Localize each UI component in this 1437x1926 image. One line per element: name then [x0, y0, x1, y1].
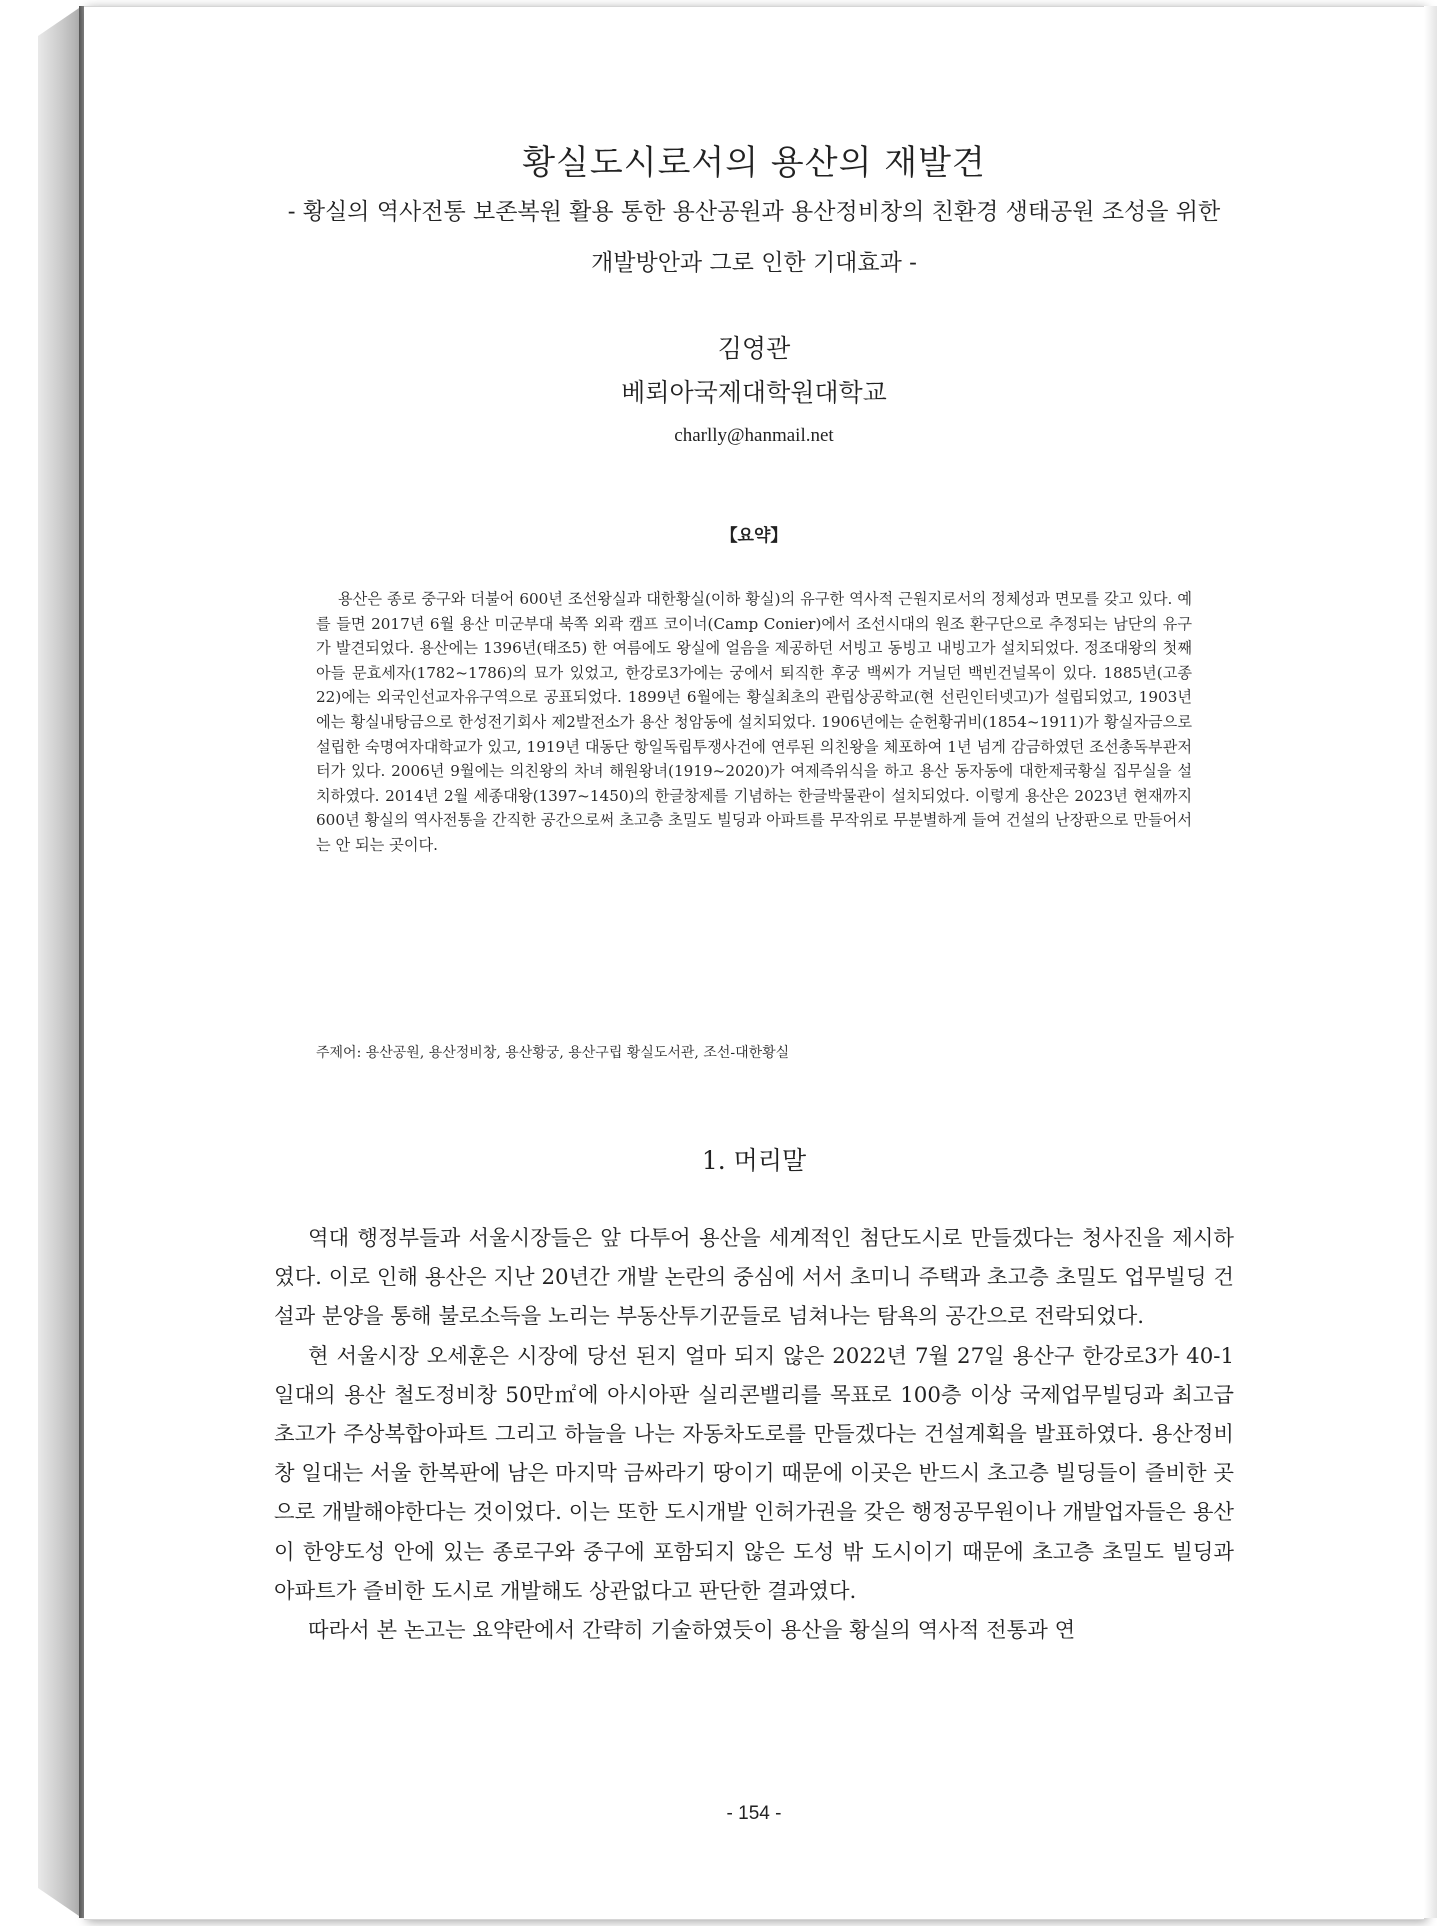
body-paragraph: 현 서울시장 오세훈은 시장에 당선 된지 얼마 되지 않은 2022년 7월 27일 용산구 한강로3가 40-1일대의 용산 철도정비창 50만㎡에 아시아판 실리콘밸리를 목표로 100층 이상 국제업무빌딩과 최고급 초고가 주상복합아파트 그리고 하늘을 나는 자동차도로를 만들겠다는 건설계획을 발표하였다. 용산정비창 일대는 서울 한복판에 남은 마지막 금싸라기 땅이기 때문에 이곳은 반드시 초고층 빌딩들이 즐비한 곳으로 개발해야한다는 것이었다. 이는 또한 도시개발 인허가권을 갖은 행정공무원이나 개발업자들은 용산이 한양도성 안에 있는 종로구와 중구에 포함되지 않은 도성 밖 도시이기 때문에 초고층 초밀도 빌딩과 아파트가 즐비한 도시로 개발해도 상관없다고 판단한 결과였다. — [274, 1343, 1234, 1604]
body-text — [274, 1219, 1234, 1650]
body-paragraph: 역대 행정부들과 서울시장들은 앞 다투어 용산을 세계적인 첨단도시로 만들겠다는 청사진을 제시하였다. 이로 인해 용산은 지난 20년간 개발 논란의 중심에 서서 초미니 주택과 초고층 초밀도 업무빌딩 건설과 분양을 통해 불로소득을 노리는 부동산투기꾼들로 넘쳐나는 탐욕의 공간으로 전락되었다. — [274, 1226, 1234, 1330]
abstract-text: 용산은 종로 중구와 더불어 600년 조선왕실과 대한황실(이하 황실)의 유구한 역사적 근원지로서의 정체성과 면모를 갖고 있다. 예를 들면 2017년 6월 용산 미군부대 북쪽 외곽 캠프 코이너(Camp Conier)에서 조선시대의 원조 환구단으로 추정되는 남단의 유구가 발견되었다. 용산에는 1396년(태조5) 한 여름에도 왕실에 얼음을 제공하던 서빙고 동빙고 내빙고가 설치되었다. 정조대왕의 첫째 아들 문효세자(1782~1786)의 묘가 있었고, 한강로3가에는 궁에서 퇴직한 후궁 백씨가 거닐던 백빈건널목이 있다. 1885년(고종22)에는 외국인선교자유구역으로 공표되었다. 1899년 6월에는 황실최초의 관립상공학교(현 선린인터넷고)가 설립되었고, 1903년에는 황실내탕금으로 한성전기회사 제2발전소가 용산 청암동에 설치되었다. 1906년에는 순헌황귀비(1854~1911)가 황실자금으로 설립한 숙명여자대학교가 있고, 1919년 대동단 항일독립투쟁사건에 연루된 의친왕을 체포하여 1년 넘게 감금하였던 조선총독부관저 터가 있다. 2006년 9월에는 의친왕의 차녀 해원왕녀(1919~2020)가 여제즉위식을 하고 용산 동자동에 대한제국황실 집무실을 설치하였다. 2014년 2월 세종대왕(1397~1450)의 한글창제를 기념하는 한글박물관이 설치되었다. 이렇게 용산은 2023년 현재까지 600년 황실의 역사전통을 간직한 공간으로써 초고층 초밀도 빌딩과 아파트를 무작위로 무분별하게 들여 건설의 난장판으로 만들어서는 안 되는 곳이다. — [316, 590, 1192, 854]
book-binding — [38, 6, 82, 1918]
section-heading: 1. 머리말 — [701, 1146, 807, 1175]
author-affiliation: 베뢰아국제대학원대학교 — [621, 378, 887, 407]
author-name: 김영관 — [717, 334, 791, 363]
keywords: 주제어: 용산공원, 용산정비창, 용산황궁, 용산구립 황실도서관, 조선-대한황실 — [316, 1045, 790, 1061]
paper-subtitle — [124, 187, 1384, 289]
abstract-heading: 【요약】 — [720, 526, 788, 546]
paper-title: 황실도시로서의 용산의 재발견 — [522, 143, 986, 183]
page-number: - 154 - — [726, 1803, 782, 1824]
page-edge-shadow — [1424, 6, 1437, 1918]
subtitle-line-2: 개발방안과 그로 인한 기대효과 - — [591, 250, 917, 276]
subtitle-line-1: - 황실의 역사전통 보존복원 활용 통한 용산공원과 용산정비창의 친환경 생태공원 조성을 위한 — [287, 199, 1221, 225]
author-email: charlly@hanmail.net — [674, 425, 834, 446]
paper-page — [84, 6, 1424, 1920]
body-paragraph: 따라서 본 논고는 요약란에서 간략히 기술하였듯이 용산을 황실의 역사적 전통과 연 — [308, 1618, 1076, 1644]
